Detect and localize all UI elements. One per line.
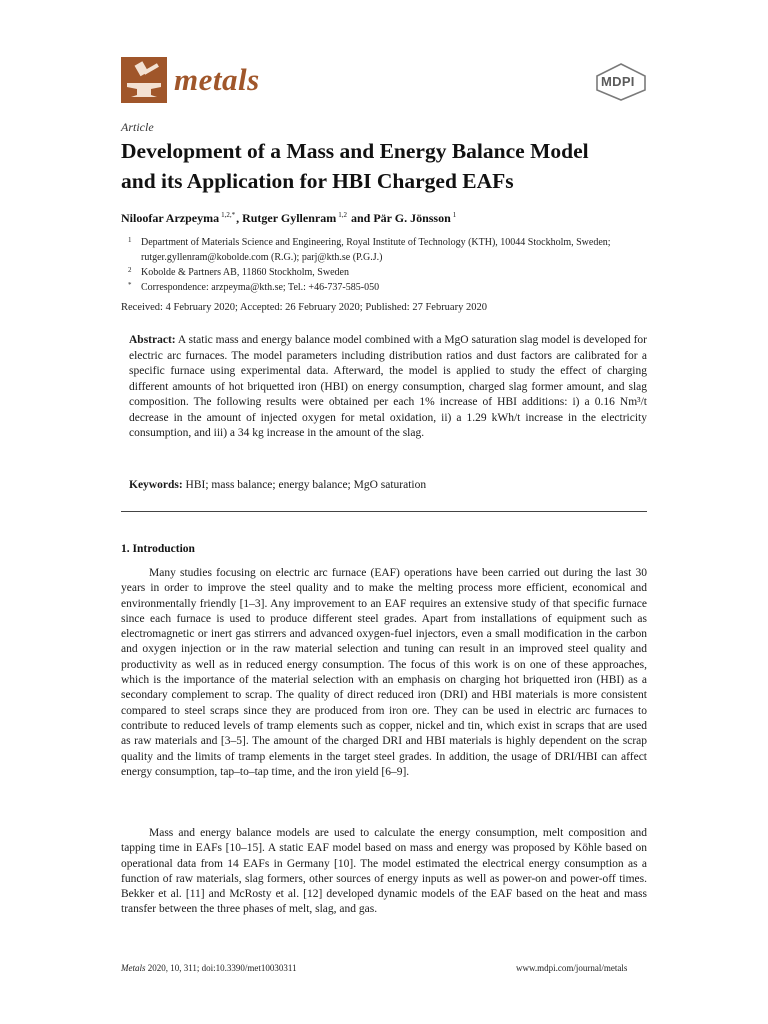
keywords-label: Keywords: <box>129 479 183 491</box>
keywords-text: HBI; mass balance; energy balance; MgO saturation <box>185 479 427 491</box>
journal-logo <box>121 57 167 103</box>
publisher-name: MDPI <box>601 74 635 89</box>
section-heading: 1. Introduction <box>121 543 195 555</box>
footer-citation <box>121 963 297 973</box>
affiliation-text: Department of Materials Science and Engineering, Royal Institute of Technology (KTH), 10044 Stockholm, Sweden; rutger.gyllenram@kobolde.com (R.G.); parj@kth.se (P.G.J.) <box>141 237 611 263</box>
author-separator: , <box>236 211 243 225</box>
affiliation-number: 1 <box>128 236 132 244</box>
article-type-label: Article <box>121 120 154 134</box>
affiliation-text: Correspondence: arzpeyma@kth.se; Tel.: +46-737-585-050 <box>141 282 380 293</box>
affiliation-number: * <box>128 281 132 289</box>
keywords <box>129 479 426 491</box>
article-title <box>121 136 661 196</box>
affiliation-item <box>121 265 661 280</box>
correspondence-item <box>121 280 661 295</box>
abstract-label: Abstract: <box>129 334 176 346</box>
publication-dates: Received: 4 February 2020; Accepted: 26 February 2020; Published: 27 February 2020 <box>121 302 487 313</box>
anvil-icon <box>121 57 167 103</box>
author-name: Rutger Gyllenram <box>242 211 337 225</box>
author-name: Pär G. Jönsson <box>373 211 451 225</box>
footer-journal: Metals <box>121 963 146 973</box>
title-line: and its Application for HBI Charged EAFs <box>121 169 514 193</box>
author-separator: and <box>347 211 374 225</box>
body-paragraph: Many studies focusing on electric arc furnace (EAF) operations have been carried out during the last 30 years in order to improve the steel quality and to make the melting process more efficient, economical and environmentally friendly [1–3]. Any improvement to an EAF requires an extensive study of that specific furnace since each furnace is used to produce different steel grades. Apart from installations of equipment such as electromagnetic or inert gas stirrers and advanced oxygen-fuel injectors, even a small modification in the carbon and oxygen injection or in the raw material selection and tuning can result in an improved steel quality and productivity as well as in reduced energy consumption. The focus of this work is on one of these approaches, which is the importance of the material selection with an emphasis on charging hot briquetted iron (HBI) as a secondary complement to scrap. The quality of direct reduced iron (DRI) and HBI materials is more consistent compared to steel scraps since they are produced from iron ore. They can be used in electric arc furnaces to contribute to reduced levels of tramp elements such as copper, nickel and tin, which exist in scraps that are used as raw materials and [3–5]. The amount of the charged DRI and HBI materials is highly dependent on the scrap quality and the limits of tramp elements in the target steel grades. In addition, the usage of DRI/HBI can affect energy consumption, tap–to–tap time, and the iron yield [6–9]. <box>121 567 647 778</box>
title-line: Development of a Mass and Energy Balance Model <box>121 139 589 163</box>
abstract <box>129 333 647 442</box>
author-affiliation-mark: 1,2 <box>338 211 347 219</box>
author-name: Niloofar Arzpeyma <box>121 211 220 225</box>
footer-url[interactable]: www.mdpi.com/journal/metals <box>516 963 628 973</box>
publisher-logo <box>593 62 649 107</box>
divider <box>121 511 647 512</box>
footer-citation-text: 2020, 10, 311; doi:10.3390/met10030311 <box>147 963 297 973</box>
affiliation-text: Kobolde & Partners AB, 11860 Stockholm, Sweden <box>141 267 349 278</box>
affiliation-number: 2 <box>128 266 132 274</box>
author-list <box>121 211 457 226</box>
affiliation-item <box>121 235 661 265</box>
journal-name: metals <box>174 62 260 97</box>
abstract-text: A static mass and energy balance model combined with a MgO saturation slag model is developed for electric arc furnaces. The model parameters including distribution ratios and dust factors are calibrated for a specific furnace using experimental data. Afterward, the model is applied to study the effect of charging different amounts of hot briquetted iron (HBI) on energy consumption, charged slag former amount, and slag composition. The following results were obtained per each 1% increase of HBI additions: i) a 0.16 Nm³/t decrease in the amount of injected oxygen for metal oxidation, ii) a 1.29 kWh/t increase in the electricity consumption, and iii) a 34 kg increase in the amount of the slag. <box>129 334 647 439</box>
author-affiliation-mark: 1 <box>452 211 457 219</box>
author-affiliation-mark: 1,2,* <box>221 211 236 219</box>
body-paragraph: Mass and energy balance models are used to calculate the energy consumption, melt composition and tapping time in EAFs [10–15]. A static EAF model based on mass and energy was proposed by Köhle based on operational data from 14 EAFs in Germany [10]. The model estimated the electrical energy consumption as a function of raw materials, slag formers, other sources of energy inputs as well as power-on and power-off times. Bekker et al. [11] and McRosty et al. [12] developed dynamic models of the EAF based on the heat and mass transfer between the three phases of melt, slag, and gas. <box>121 827 647 916</box>
